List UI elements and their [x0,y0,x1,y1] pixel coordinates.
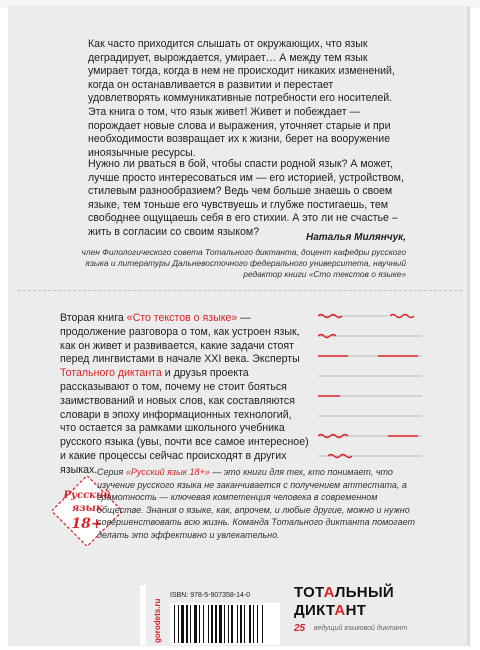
isbn-text: ISBN: 978-5-907358-14-0 [170,592,251,599]
barcode-icon [170,603,280,645]
barcode-bar [199,605,200,643]
anniversary-text: ведущий языковой диктант [314,625,408,632]
barcode-bar [219,605,222,643]
logo-part-1a: ТОТ [294,584,324,601]
logo-part-1b: А [323,584,335,601]
intro-paragraph: Как часто приходится слышать от окружающих, что язык деградирует, вырождается, умирает… А между тем язык умирает тогда, когда в нем не происходит никаких изменений, когда он останавливается в развитии и перестает удовлетворять коммуникативные потребности его носителей. Эта книга о том, что язык живет! Живет и побеждает — порождает новые слова и выражения, уточняет старые и при необходимости возвращает их к жизни, берет на вооружение иноязычные ресурсы. [88,38,395,159]
anniversary-number: 25 [294,623,306,634]
barcode-bar [237,605,238,643]
desc-text-3: и друзья проекта рассказывают о том, почему не стоит бояться заимствований и новых слов, как составляются словари в эпоху информационных технологий, что остается за рамками школьного учебника русского языка (увы, почти все самое интересное) и какие процессы сейчас происходят в других языках. [60,367,309,476]
logo-part-1c: ЛЬНЫЙ [334,584,395,601]
barcode-bar [240,605,242,643]
barcode-bar [194,605,197,643]
desc-text-1: Вторая книга [60,312,127,324]
logo-part-2c: НТ [345,602,367,619]
barcode-bar [215,605,217,643]
site-vertical-text [150,585,164,645]
decorative-writing-lines [318,312,422,462]
barcode-bar [181,605,184,643]
barcode-bar [231,605,233,643]
book-title-highlight: «Сто текстов о языке» [126,312,238,324]
publisher-site [150,585,164,645]
barcode-bar [244,605,245,643]
logo-part-2a: ДИКТ [294,602,335,619]
barcode-bar [203,605,204,643]
desc-text-2: — продолжение разговора о том, как устроен язык, как он живет и развивается, какие задачи стоят перед лингвистами в начале XXI века. Эксперты [60,312,300,366]
badge-line-2: язык [71,503,103,514]
logo-part-2b: А [334,602,346,619]
barcode-bar [208,605,209,643]
series-text-1: Серия [97,467,126,477]
barcode-bar [253,605,254,643]
dictation-highlight: Тотального диктанта [60,367,162,380]
barcode-bar [224,605,225,643]
book-description [60,312,310,478]
series-description [97,466,417,542]
barcode-bar [174,605,175,643]
series-name-highlight: «Русский язык 18+» [125,467,210,477]
badge-line-3: 18+ [71,516,103,532]
barcode-bar [211,605,213,643]
dashed-divider [18,290,462,291]
barcode-bar [262,605,263,643]
spine-strip [140,585,146,645]
badge-line-1: Русский [63,490,111,501]
series-text-2: — это книги для тех, кто понимает, что изучение русского языка не заканчивается с получением аттестата, а грамотность — ключевая компетенция человека в современном обществе. Знания о языке, как, впрочем, и любые другие, можно и нужно совершенствовать всю жизнь. Команда Тотального диктанта помогает делать это эффективно и увлекательно. [97,467,416,540]
barcode-bar [186,605,188,643]
question-paragraph: Нужно ли рваться в бой, чтобы спасти родной язык? А может, лучше просто интересоваться им — его историей, устройством, стилевым разнообразием? Ведь чем больше знаешь о своем языке, тем тоньше его чувствуешь и глубже постигаешь, тем свободнее ощущаешь себя в его стихии. А это ли не счастье – жить в согласии со своим языком? [88,158,404,238]
logo-line-2 [294,602,366,619]
barcode-bar [249,605,251,643]
barcode-bar [228,605,229,643]
writing-lines-icon [318,312,422,462]
barcode-bar [257,605,258,643]
logo-line-1 [294,584,394,601]
author-name: Наталья Милянчук, [305,232,406,243]
barcode-bar [190,605,191,643]
author-role: член Филологического совета Тотального диктанта, доцент кафедры русского языка и литературы Дальневосточного федерального университета, научный редактор книги «Сто текстов о языке» [81,247,406,280]
barcode [170,603,280,645]
site-text: gorodets.ru [153,598,162,643]
barcode-bar [178,605,179,643]
